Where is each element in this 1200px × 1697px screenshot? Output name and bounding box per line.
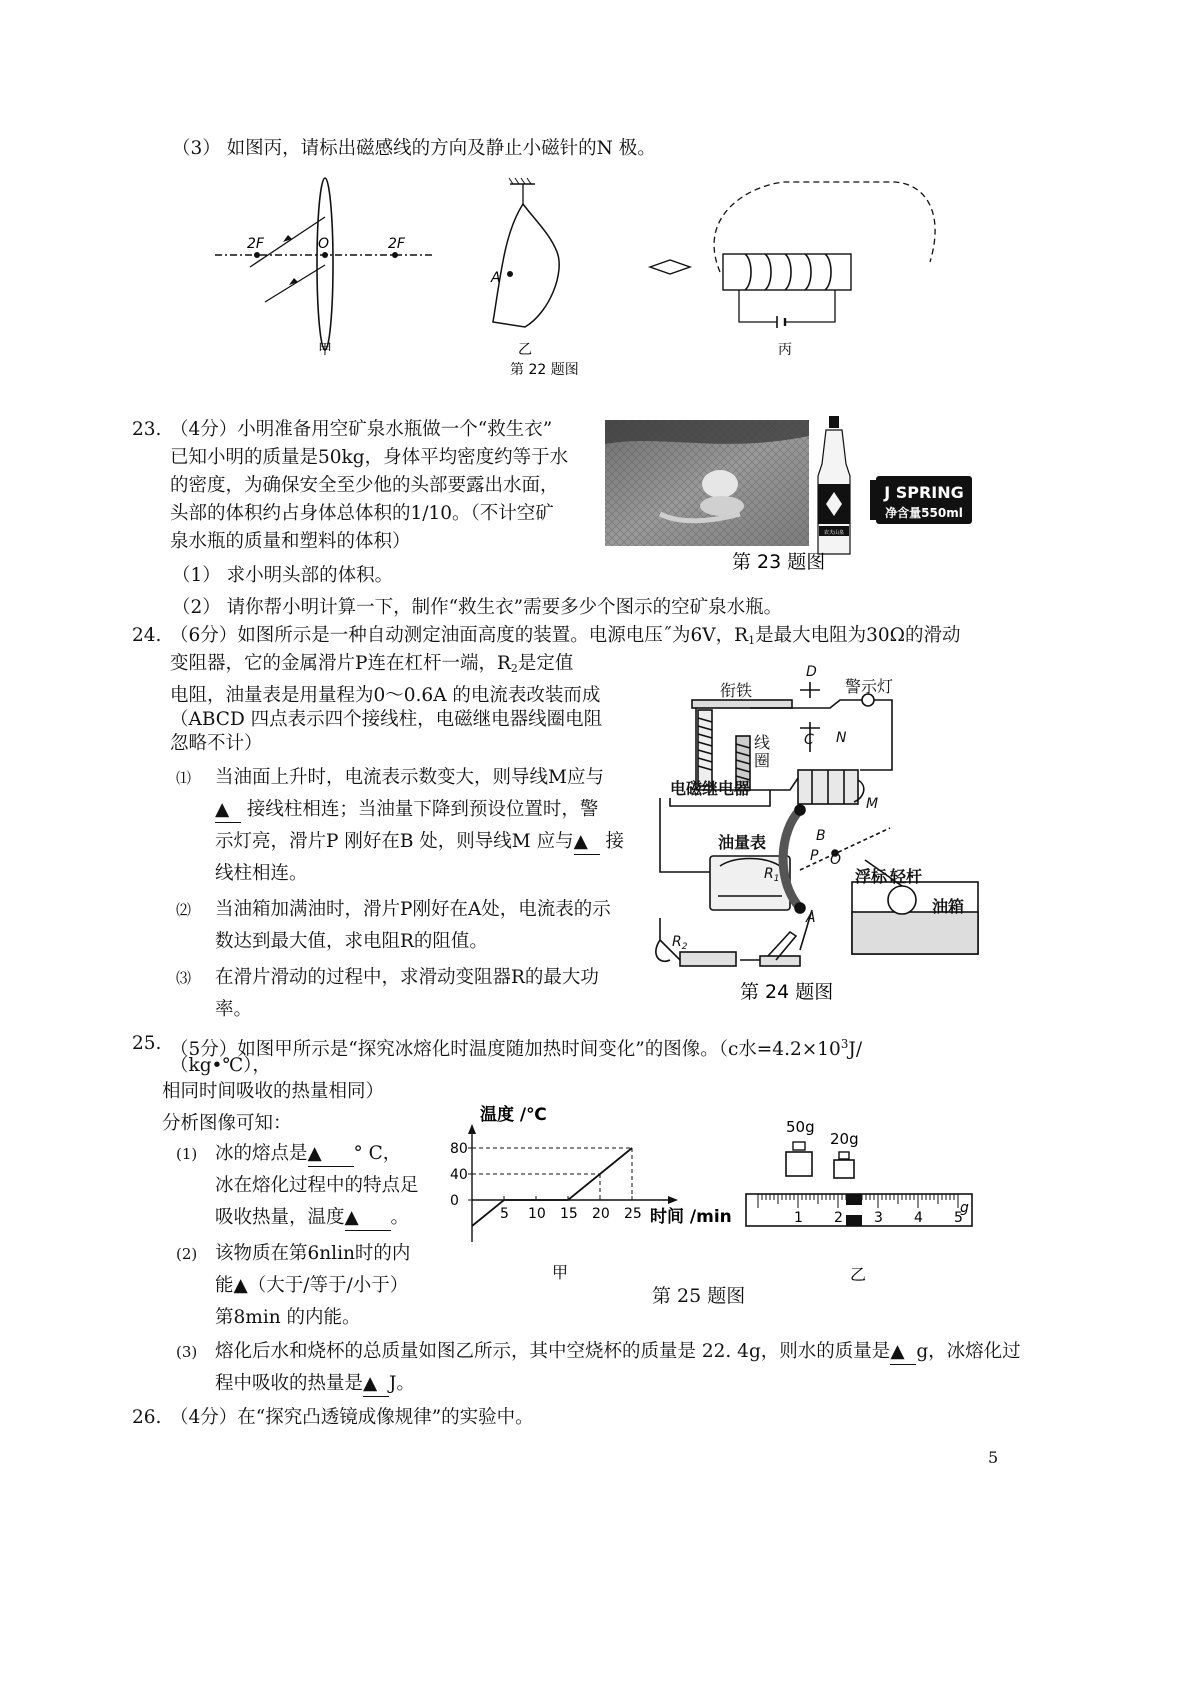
label-oil-tank: 油箱 xyxy=(932,897,965,916)
answer-blank: ▲ xyxy=(215,798,241,823)
answer-blank: ▲ xyxy=(890,1340,916,1365)
q24-number: 24. xyxy=(132,625,162,646)
q24-s3-line-2: 率。 xyxy=(215,999,253,1020)
q23-line-3: 的密度，为确保安全至少他的头部要露出水面， xyxy=(170,475,559,496)
q25-s1-line-1: 冰的熔点是▲ ° C， xyxy=(215,1142,401,1167)
q23-sub2: （2） 请你帮小明计算一下，制作“救生衣”需要多少个图示的空矿泉水瓶。 xyxy=(172,597,783,618)
q23-number: 23. xyxy=(132,419,162,440)
q24-s2-line-1: 当油箱加满油时，滑片P刚好在A处，电流表的示 xyxy=(215,899,611,920)
balance-figure xyxy=(738,1112,988,1284)
label-o: O xyxy=(318,236,330,252)
solenoid-bing xyxy=(650,182,935,358)
ruler-tick-label: 4 xyxy=(914,1210,923,1226)
brand-text: J SPRING xyxy=(884,483,964,502)
q24-figure xyxy=(640,660,990,1010)
ruler-tick-label: 2 xyxy=(834,1210,843,1226)
chart-y-tick-label: 80 xyxy=(450,1141,468,1157)
bottle-small-label: 农夫山泉 xyxy=(823,530,845,536)
q25-s3-number: (3) xyxy=(176,1343,198,1361)
q25-s2-line-2: 能▲（大于/等于/小于） xyxy=(215,1275,409,1296)
q24-s2-line-2: 数达到最大值，求电阻R的阻值。 xyxy=(215,931,488,952)
ruler-rider-top xyxy=(846,1194,862,1205)
q25-s1-line-2: 冰在熔化过程中的特点足 xyxy=(215,1175,419,1196)
label-coil-2: 圈 xyxy=(754,751,771,770)
hanging-object-yi xyxy=(490,178,559,358)
lens-diagram-jia xyxy=(215,178,435,358)
q24-s3-line-1: 在滑片滑动的过程中，求滑动变阻器R的最大功 xyxy=(215,967,599,988)
label-b: B xyxy=(816,828,826,844)
q25-line-3: 相同时间吸收的热量相同） xyxy=(162,1081,385,1102)
label-relay: 电磁继电器 xyxy=(670,779,751,798)
q24-line-4: （ABCD 四点表示四个接线柱，电磁继电器线圈电阻 xyxy=(170,709,603,730)
weight-20g xyxy=(830,1130,859,1178)
water-bottle xyxy=(818,416,850,554)
label-p: P xyxy=(810,848,819,864)
chart-y-tick-label: 0 xyxy=(450,1193,459,1209)
q26-number: 26. xyxy=(132,1407,162,1428)
answer-blank: ▲ xyxy=(345,1206,391,1231)
label-a: A xyxy=(491,270,501,286)
ruler-rider-bottom xyxy=(846,1215,862,1226)
label-2f-right: 2F xyxy=(388,236,405,252)
q25-s2-line-1: 该物质在第6nlin时的内 xyxy=(215,1243,411,1264)
q23-line-1: （4分）小明准备用空矿泉水瓶做一个“救生衣” xyxy=(170,419,553,440)
q25-caption: 第 25 题图 xyxy=(652,1285,746,1307)
label-r1: $R_1$ xyxy=(764,866,780,884)
label-m: M xyxy=(866,796,879,812)
chart-x-tick-label: 20 xyxy=(592,1206,610,1222)
label-coil-1: 线 xyxy=(754,733,771,752)
balance-figure-label: 乙 xyxy=(850,1265,867,1284)
q24-s2-number: ⑵ xyxy=(176,901,192,919)
chart-x-tick-label: 10 xyxy=(528,1206,546,1222)
q24-s1-line-4: 线柱相连。 xyxy=(215,863,308,884)
q23-line-5: 泉水瓶的质量和塑料的体积） xyxy=(170,531,411,552)
q25-line-2: （kg•℃）， xyxy=(170,1055,271,1076)
label-float: 浮标 xyxy=(855,867,888,886)
chart-y-axis-arrow xyxy=(468,1124,476,1134)
chart-x-tick-label: 25 xyxy=(624,1206,642,1222)
q25-line-4: 分析图像可知： xyxy=(162,1113,292,1134)
q25-s1-number: (1) xyxy=(176,1145,198,1163)
ruler-tick-label: 3 xyxy=(874,1210,883,1226)
label-n: N xyxy=(836,730,847,746)
answer-blank: ▲ xyxy=(363,1372,389,1397)
label-jia: 甲 xyxy=(318,342,332,358)
label-armature: 衔铁 xyxy=(720,681,753,700)
magnetic-field-line xyxy=(714,182,935,272)
q22-caption: 第 22 题图 xyxy=(510,362,579,378)
q22-figures xyxy=(205,172,1005,384)
chart-x-tick-label: 15 xyxy=(560,1206,578,1222)
label-2f-left: 2F xyxy=(247,236,264,252)
q22-part3-text: （3） 如图丙，请标出磁感线的方向及静止小磁针的N 极。 xyxy=(172,138,656,159)
ruler-tick-label: 5 xyxy=(954,1210,963,1226)
chart-y-tick-label: 40 xyxy=(450,1167,468,1183)
ruler-unit: g xyxy=(960,1200,969,1216)
q23-line-2: 已知小明的质量是50kg，身体平均密度约等于水 xyxy=(170,447,569,468)
q23-sub1: （1） 求小明头部的体积。 xyxy=(172,565,394,586)
q24-line-5: 忽略不计） xyxy=(170,733,263,754)
label-light-lever: 轻杆 xyxy=(890,867,923,886)
compass-needle xyxy=(650,260,690,274)
q24-caption: 第 24 题图 xyxy=(740,981,834,1003)
q23-caption: 第 23 题图 xyxy=(732,551,826,573)
q23-line-4: 头部的体积约占身体总体积的1/10。（不计空矿 xyxy=(170,503,554,524)
q25-s3-line-1: 熔化后水和烧杯的总质量如图乙所示，其中空烧杯的质量是 22. 4g，则水的质量是▲ g，冰熔化过 xyxy=(215,1340,1021,1365)
answer-blank: ▲ xyxy=(574,830,600,855)
label-warning-lamp: 警示灯 xyxy=(845,677,894,696)
chart-figure-label: 甲 xyxy=(552,1263,569,1282)
q24-s1-number: ⑴ xyxy=(176,769,192,787)
label-c: C xyxy=(804,732,814,748)
label-oil-meter: 油量表 xyxy=(718,833,767,852)
chart-y-axis-label: 温度 /℃ xyxy=(480,1105,547,1125)
chart-x-tick-label: 5 xyxy=(500,1206,509,1222)
temperature-time-chart xyxy=(440,1100,740,1290)
label-r2: $R_2$ xyxy=(672,934,688,952)
label-yi: 乙 xyxy=(518,342,532,358)
q25-line-1: （5分）如图甲所示是“探究冰熔化时温度随加热时间变化”的图像。（c水$=4.2\times 10^3J/$ xyxy=(170,1037,863,1060)
child-head xyxy=(702,470,738,498)
balance-ruler xyxy=(746,1194,972,1226)
label-bing: 丙 xyxy=(778,342,792,358)
label-o: O xyxy=(830,852,842,868)
convex-lens xyxy=(317,178,333,350)
q23-figure xyxy=(600,414,980,579)
q25-s2-number: (2) xyxy=(176,1245,198,1263)
q25-s1-line-3: 吸收热量，温度▲ 。 xyxy=(215,1206,409,1231)
bottle-label-box xyxy=(870,476,972,524)
q24-s3-number: ⑶ xyxy=(176,969,192,987)
chart-x-axis-arrow xyxy=(668,1196,678,1204)
q25-s2-line-3: 第8min 的内能。 xyxy=(215,1307,361,1328)
q24-s1-line-3: 示灯亮，滑片P 刚好在B 处，则导线M 应与▲ 接 xyxy=(215,830,624,855)
q24-s1-line-1: 当油面上升时，电流表示数变大，则导线M应与 xyxy=(215,767,604,788)
label-d: D xyxy=(806,664,817,680)
volume-text: 净含量550ml xyxy=(885,506,963,520)
weight-50g xyxy=(786,1118,815,1176)
q24-s1-line-2: ▲ 接线柱相连；当油量下降到预设位置时，警 xyxy=(215,798,598,823)
label-weight-20g: 20g xyxy=(830,1130,859,1148)
page-number: 5 xyxy=(988,1448,999,1467)
swimming-photo xyxy=(605,420,809,546)
chart-x-axis-label: 时间 /min xyxy=(650,1207,732,1227)
q24-line-3: 电阻，油量表是用量程为0～0.6A 的电流表改装而成 xyxy=(170,685,601,706)
q24-line-2: 变阻器，它的金属滑片P连在杠杆一端，$R_2$是定值 xyxy=(170,653,574,675)
q24-line-1: （6分）如图所示是一种自动测定油面高度的装置。电源电压˝为6V，$R_1$是最大电阻为30Ω的滑动 xyxy=(170,625,961,647)
ruler-tick-label: 1 xyxy=(794,1210,803,1226)
q26-text: （4分）在“探究凸透镜成像规律”的实验中。 xyxy=(170,1407,534,1428)
answer-blank: ▲ xyxy=(308,1142,354,1167)
label-weight-50g: 50g xyxy=(786,1118,815,1136)
q25-s3-line-2: 程中吸收的热量是▲ J。 xyxy=(215,1372,415,1397)
q25-number: 25. xyxy=(132,1033,162,1054)
label-a: A xyxy=(806,910,816,926)
